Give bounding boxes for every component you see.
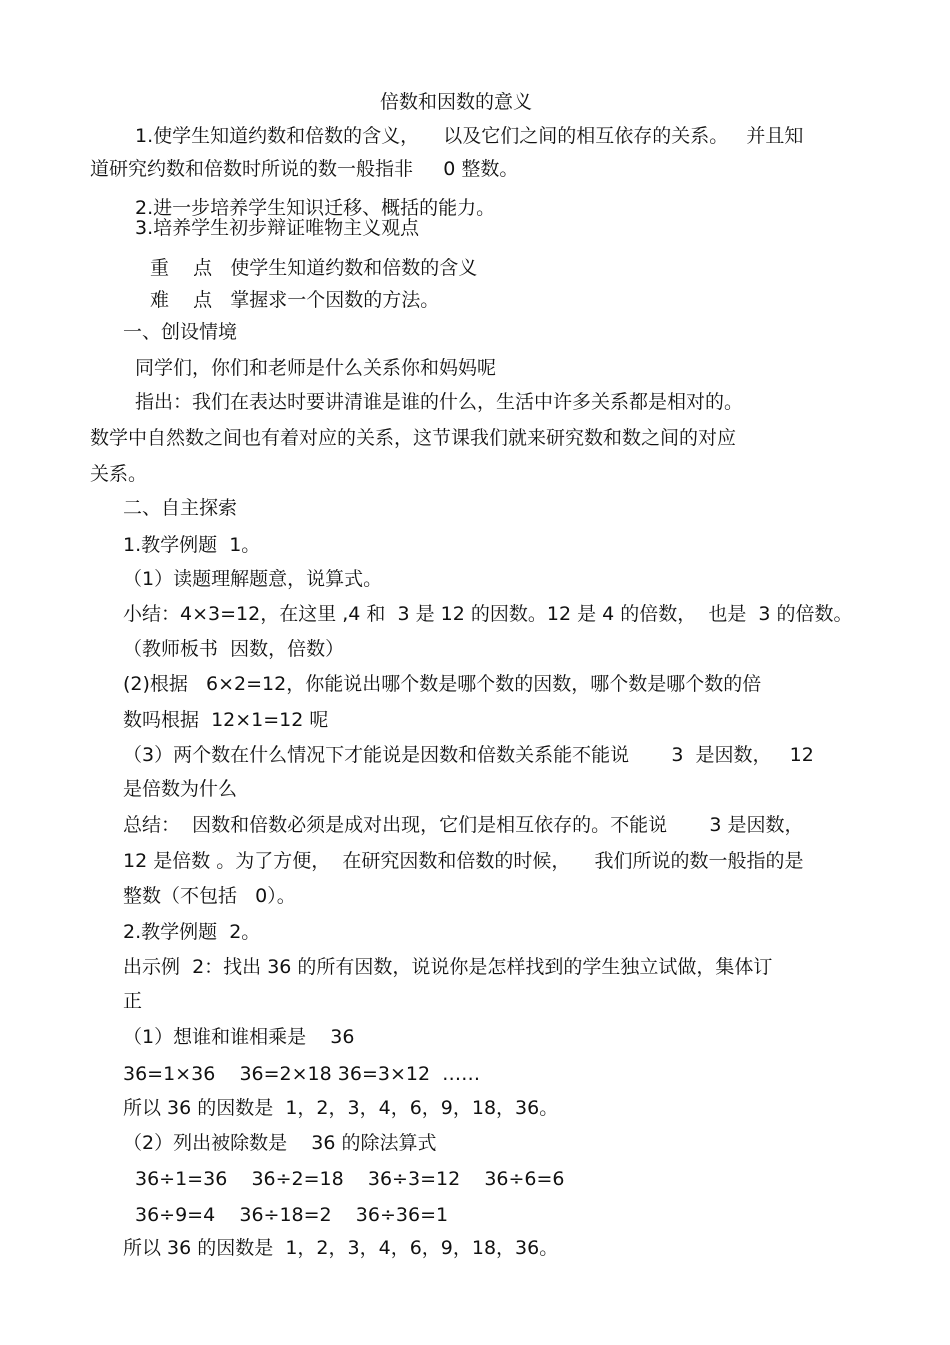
text-line-33: 所以 36 的因数是 1，2，3，4，6，9，18，36。 (123, 1237, 559, 1259)
text-line-17: (2)根据 6×2=12，你能说出哪个数是哪个数的因数，哪个数是哪个数的倍 (123, 673, 762, 695)
text-line-22: 12 是倍数 。为了方便， 在研究因数和倍数的时候， 我们所说的数一般指的是 (123, 850, 804, 872)
text-line-24: 2.教学例题 2。 (123, 921, 261, 943)
document-title: 倍数和因数的意义 (380, 91, 533, 113)
text-line-9: 指出：我们在表达时要讲清谁是谁的什么，生活中许多关系都是相对的。 (135, 391, 744, 413)
text-line-8: 同学们，你们和老师是什么关系你和妈妈呢 (135, 357, 497, 379)
text-line-32: 36÷9=4 36÷18=2 36÷36=1 (135, 1204, 449, 1226)
text-line-14: （1）读题理解题意，说算式。 (123, 568, 383, 590)
text-line-15: 小结：4×3=12，在这里 ,4 和 3 是 12 的因数。12 是 4 的倍数， 也是 3 的倍数。 (123, 603, 853, 625)
text-line-28: 36=1×36 36=2×18 36=3×12 …… (123, 1063, 481, 1085)
text-line-11: 关系。 (90, 463, 148, 485)
text-line-1: 1.使学生知道约数和倍数的含义， 以及它们之间的相互依存的关系。 并且知 (135, 125, 804, 147)
text-line-5: 重 点 使学生知道约数和倍数的含义 (150, 257, 478, 279)
text-line-12: 二、自主探索 (123, 497, 238, 519)
text-line-18: 数吗根据 12×1=12 呢 (123, 709, 329, 731)
text-line-30: （2）列出被除数是 36 的除法算式 (123, 1132, 437, 1154)
text-line-4: 3.培养学生初步辩证唯物主义观点 (135, 217, 420, 239)
text-line-6: 难 点 掌握求一个因数的方法。 (150, 289, 440, 311)
text-line-13: 1.教学例题 1。 (123, 534, 261, 556)
text-line-25: 出示例 2：找出 36 的所有因数，说说你是怎样找到的学生独立试做，集体订 (123, 956, 773, 978)
text-line-16: （教师板书 因数，倍数） (123, 638, 345, 660)
text-line-10: 数学中自然数之间也有着对应的关系，这节课我们就来研究数和数之间的对应 (90, 427, 737, 449)
text-line-20: 是倍数为什么 (123, 778, 238, 800)
text-line-23: 整数（不包括 0）。 (123, 885, 296, 907)
text-line-19: （3）两个数在什么情况下才能说是因数和倍数关系能不能说 3 是因数， 12 (123, 744, 814, 766)
text-line-29: 所以 36 的因数是 1，2，3，4，6，9，18，36。 (123, 1097, 559, 1119)
text-line-3: 2.进一步培养学生知识迁移、概括的能力。 (135, 197, 496, 219)
text-line-21: 总结： 因数和倍数必须是成对出现，它们是相互依存的。不能说 3 是因数， (123, 814, 804, 836)
text-line-7: 一、创设情境 (123, 321, 238, 343)
text-line-31: 36÷1=36 36÷2=18 36÷3=12 36÷6=6 (135, 1168, 565, 1190)
text-line-2: 道研究约数和倍数时所说的数一般指非 0 整数。 (90, 158, 519, 180)
text-line-27: （1）想谁和谁相乘是 36 (123, 1026, 355, 1048)
text-line-26: 正 (123, 990, 143, 1012)
